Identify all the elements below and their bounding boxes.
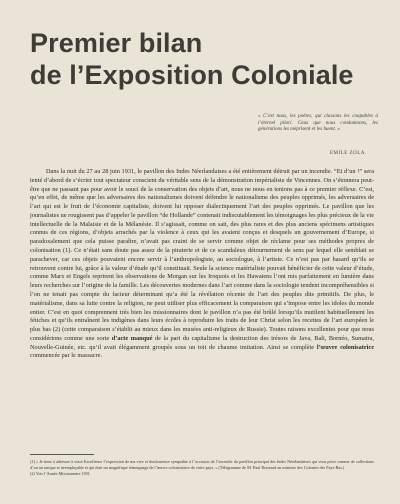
body-bold-phrase-1: d’acte manqué bbox=[111, 334, 153, 342]
footnote-2: (2) Voir l’Année Missionnaire 1931. bbox=[30, 471, 91, 477]
title-line-1: Premier bilan bbox=[30, 28, 203, 58]
footnote-divider bbox=[30, 454, 94, 455]
title-line-2: de l’Exposition Coloniale bbox=[30, 60, 354, 90]
footnotes bbox=[30, 459, 374, 478]
epigraph-quote: « C’est nous, les poètes, qui classons les coupables à l’éternel pilori. Ceux que nous condamnons, les générations les méprisent et les huent. » bbox=[258, 113, 378, 133]
body-text-part-2: de la part du capitalisme la destruction des trésors de Java, Bali, Bornéo, Sumatra, Nouvelle-Guinée, etc. qu’il avait élégamment groupés sous un toit de chaume imitation. Ainsi se complète bbox=[30, 334, 375, 351]
body-paragraph bbox=[30, 168, 374, 361]
epigraph-author: EMILE ZOLA. bbox=[330, 151, 367, 156]
body-text-part-3: commencée par le massacre. bbox=[30, 352, 103, 360]
footnote-1: (1) « Je tiens à adresser à votre Excellence l’expression de ma vive et douloureuse sympathie à l’occasion de l’incendie du pavillon principal des Indes Néerlandaises qui vous prive comme de collections d’un art unique et irremplaçable et qui était un magnifique témoignage de l’œuvre colonisatrice de votre pays. » (Télégramme de M. Paul Reynaud au ministre des Colonies des Pays-Bas.) bbox=[30, 459, 374, 470]
article-body bbox=[30, 168, 374, 361]
body-text-part-1: Dans la nuit du 27 au 28 juin 1931, le pavillon des Indes Néerlandaises a été entièrement détruit par un incendie. “Et d’un !” sera tenté d’abord de s’écrier tout spectateur conscient du véritable sens de la démonstration impérialiste de Vincennes. On s’étonnera peut-être que ne passant pas pour avoir le souci de la conservation des objets d’art, nous ne nous en tenions pas à ce premier réflexe. C’est, qu’en effet, de même que les adversaires des nationalismes doivent défendre le nationalisme des peuples opprimés, les adversaires de l’art qui est le fruit de l’économie capitaliste, doivent lui opposer dialectiquement l’art des peuples opprimés. Le pavillon que les journalistes ne rougissent pas d’appeler le pavillon “de Hollande” contenait indiscutablement les témoignages les plus précieux de la vie intellectuelle de la Malaisie et de la Mélanésie. Il s’agissait, comme on sait, des plus rares et des plus anciens spécimens artistiques connus de ces régions, d’objets arrachés par la violence à ceux qui les avaient conçus et desquels un gouvernement d’Europe, si paradoxalement que cela puisse paraître, n’avait pas craint de se servir comme objet de réclame pour ses méthodes propres de colonisation (1). Ce n’était sans doute pas assez de la piraterie et de ce scandaleux détournement de sens par lequel elle semblait se parachever, car ces objets pouvaient encore servir à l’anthropologiste, au sociologue, à l’artiste. Ce n’est pas par hasard qu’ils se retrouvent contre lui, grâce à la valeur d’étude qu’il constituait. Seule la science matérialiste pouvait bénéficier de cette valeur d’étude, comme Marx et Engels reprirent les observations de Morgan sur les Iroquois et les Hawaiens l’ont mis parfaitement en lumière dans leurs recherches sur l’origine de la famille. Les découvertes modernes dans l’art comme dans la sociologie tendent incompréhensibles si l’on ne tenait pas compte du facteur déterminant qu’a été la révélation récente de l’art des peuples dits primitifs. De plus, le matérialisme, dans sa lutte contre la religion, ne peut utiliser plus efficacement la comparaison qui s’impose entre les idoles du monde entier. C’est en quoi comprennent très bien les missionnaires dont le pavillon n’a pas été brûlé lorsqu’ils mutilent habituellement les fétiches et qu’ils entraînent les indigènes dans leurs écoles à reproduire les traits de leur Christ selon les recettes de l’art européen le plus bas (2) (cette comparaison s’établit au mieux dans les musées anti-religieux de Russie). Toutes raisons excellentes pour que nous considérions comme une sorte bbox=[30, 168, 374, 342]
body-bold-phrase-2: l’œuvre colonisatrice bbox=[316, 343, 374, 351]
page-title bbox=[30, 27, 380, 91]
